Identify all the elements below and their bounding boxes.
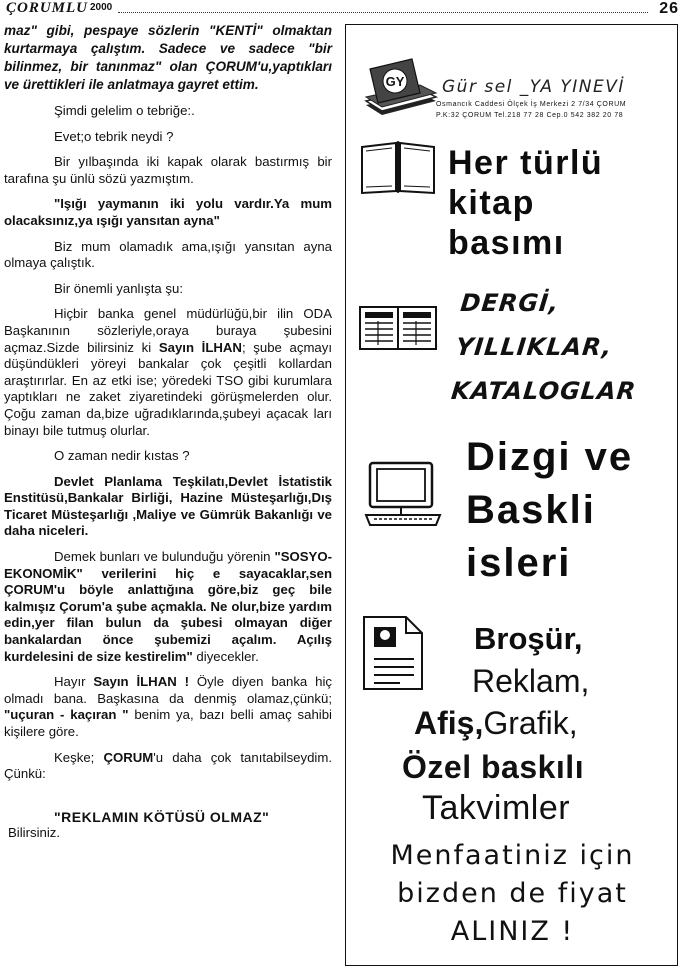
- text-span: Keşke;: [54, 749, 104, 765]
- service-line: Her türlü: [448, 144, 604, 182]
- addressee-name: Sayın İLHAN !: [93, 674, 190, 690]
- paragraph: Bilirsiniz.: [8, 825, 61, 841]
- publisher-address: Osmancık Caddesi Ölçek İş Merkezi 2 7/34 ÇORUM: [436, 101, 627, 108]
- service-line: kitap: [448, 184, 535, 222]
- service-book-printing: [448, 143, 603, 263]
- paragraph: Şimdi gelelim o tebriğe:.: [54, 103, 195, 118]
- newspaper-icon: [358, 305, 438, 351]
- service-poster: Afiş,: [414, 705, 484, 741]
- issue-year: 2000: [90, 2, 113, 13]
- slogan: "REKLAMIN KÖTÜSÜ OLMAZ": [54, 808, 270, 825]
- closing-line: ALINIZ !: [450, 916, 575, 947]
- service-special-print: [402, 749, 584, 786]
- text-span: ; şube açmayı düşündükleri yöreyi bankalar çok çeşitli kollardan araştırırlar. En az etki ise; yöredeki TSO gibi kurumlara yaptıkları ne zaket ziyaretindeki görüşmelerden olur. Çoğu zaman da,bize uğradıklarında,şubeyi açacak ları binayı bile tutmuş olurlar.: [4, 339, 333, 438]
- closing-message: [346, 837, 679, 951]
- service-advertising: Reklam,: [472, 663, 590, 699]
- city-name: ÇORUM: [103, 749, 154, 765]
- bold-span: "uçuran - kaçıran ": [4, 707, 129, 723]
- service-poster-graphic: [414, 705, 578, 742]
- computer-icon: [364, 461, 444, 529]
- publisher-logo-icon: [360, 57, 440, 117]
- special-print-text: Özel baskılı: [402, 749, 585, 785]
- closing-line: Menfaatiniz için: [390, 840, 635, 871]
- service-line: Dizgi ve: [466, 435, 634, 479]
- service-line: DERGİ,: [459, 289, 561, 317]
- text-span: Öyle diyen banka hiç olmadı bana. Başkasına da denmiş olamaz,çünkü;: [4, 674, 332, 706]
- paragraph: Biz mum olamadık ama,ışığı yansıtan ayna olmaya çalıştık.: [4, 238, 332, 271]
- service-calendars: Takvimler: [422, 789, 571, 827]
- publisher-advertisement: [345, 24, 678, 966]
- publisher-contact: P.K:32 ÇORUM Tel.218 77 28 Cep.0 542 382 20 78: [436, 112, 624, 119]
- text-span: 'u daha çok tanıtabilseydim. Çünkü:: [4, 749, 333, 782]
- bold-span: "SOSYO-EKONOMİK" verilerini hiç e sayacaklar,sen ÇORUM'u böyle anlattığına göre,biz geç bile kalmışız Çorum'a şube açmakla. Ne olur,bize yardım edin,yer filan bulun da şubesi olmayan diğer bankalardan önce şubemizi açalım. Açılış kurdelesini de size kestirelim": [4, 549, 332, 664]
- logo-letters: GY: [385, 74, 405, 89]
- paragraph: Bir yılbaşında iki kapak olarak bastırmış bir tarafına şu ünlü sözü yazmıştım.: [4, 154, 332, 186]
- paragraph: [4, 306, 332, 439]
- service-typesetting: [466, 431, 633, 590]
- text-span: Hayır: [54, 674, 94, 690]
- service-magazines: [449, 281, 648, 413]
- paragraph: O zaman nedir kıstas ?: [54, 448, 190, 464]
- service-line: YILLIKLAR,: [454, 333, 614, 361]
- paragraph: Bir önemli yanlışta şu:: [54, 280, 183, 296]
- text-span: benim ya, bazı belli amaç sahibi kişilere göre.: [4, 707, 332, 739]
- paragraph: [4, 674, 332, 740]
- publisher-name: Gür sel _YA YINEVİ: [442, 77, 625, 97]
- paragraph: Evet;o tebrik neydi ?: [54, 128, 174, 144]
- service-line: basımı: [448, 224, 565, 262]
- document-icon: [360, 615, 426, 691]
- publisher-banner: [352, 43, 668, 139]
- service-line: KATALOGLAR: [449, 377, 638, 405]
- quote-paragraph: "Işığı yaymanın iki yolu vardır.Ya mum olacaksınız,ya ışığı yansıtan ayna": [4, 196, 332, 228]
- magazine-title: ÇORUMLU: [6, 0, 89, 16]
- paragraph: [4, 750, 332, 783]
- text-span: Hiçbir banka genel müdürlüğü,bir ilin ODA Başkanının sözleriyle,oraya buraya şubesini açmaz.Sizde bilirsiniz ki: [4, 306, 332, 355]
- text-span: diyecekler.: [192, 648, 259, 664]
- closing-line: bizden de fiyat: [397, 878, 628, 909]
- article-lead: maz" gibi, pespaye sözlerin "KENTİ" olmaktan kurtarmaya çalıştım. Sadece ve sadece "bir bilinmez, bir tanınmaz" olan ÇORUM'u,yaptıkları ve ürettikleri ile anlatmaya gayret ettim.: [4, 23, 332, 92]
- book-icon: [358, 137, 438, 197]
- brochure-title: Broşür,: [474, 621, 583, 656]
- service-line: isleri: [466, 541, 572, 585]
- page-number: 26: [659, 0, 679, 17]
- text-span: Demek bunları ve bulunduğu yörenin: [54, 549, 275, 565]
- service-graphic: Grafik,: [483, 705, 578, 741]
- article-column: [4, 22, 332, 842]
- service-line: Baskli: [466, 488, 596, 532]
- institutions-paragraph: Devlet Planlama Teşkilatı,Devlet İstatistik Enstitüsü,Bankalar Birliği, Hazine Müsteşarlığı,Dış Ticaret Müsteşarlığı ,Maliye ve Gümrük Bakanlığı ve daha niceleri.: [4, 473, 332, 539]
- paragraph: [4, 549, 332, 665]
- addressee-name: Sayın İLHAN: [158, 339, 242, 355]
- header-rule: [118, 3, 648, 13]
